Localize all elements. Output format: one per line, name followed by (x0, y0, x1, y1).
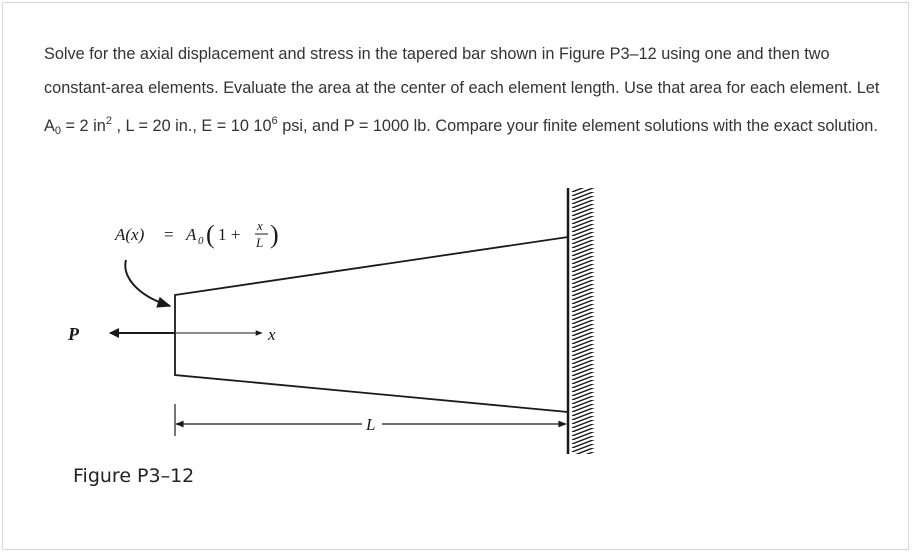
squared-exponent: 2 (105, 115, 112, 127)
modulus-exponent: 6 (271, 115, 278, 127)
area-pointer-arrow (125, 260, 170, 306)
length-modulus-text: , L = 20 in., E = 10 10 (111, 117, 272, 135)
formula-equals: = (164, 225, 174, 244)
fixed-wall-hatching (568, 188, 596, 454)
formula-a: A (186, 225, 197, 244)
problem-intro: Solve for the axial displacement and stress in the tapered bar shown in Figure P3–12 using one and then two constant-area elements. Evaluate the area at the center of each element length. Use that area for each element. Let A (44, 45, 880, 135)
x-axis-label: x (268, 325, 276, 344)
formula-open-paren: ( (206, 220, 215, 249)
problem-tail: psi, and P = 1000 lb. Compare your finite element solutions with the exact solution. (277, 117, 878, 135)
formula-frac-num: x (257, 218, 263, 233)
formula-one-plus: 1 + (218, 225, 241, 244)
formula-lhs: A(x) (115, 225, 145, 244)
formula-a-sub: 0 (198, 235, 204, 247)
area-value: = 2 in (61, 117, 106, 135)
formula-close-paren: ) (270, 220, 279, 249)
area-formula (114, 218, 279, 250)
load-label: P (68, 324, 79, 344)
tapered-bar (175, 237, 568, 412)
figure-caption: Figure P3–12 (73, 465, 195, 487)
a0-subscript: 0 (54, 125, 61, 137)
formula-frac-den: L (256, 235, 264, 250)
length-label: L (366, 415, 376, 434)
